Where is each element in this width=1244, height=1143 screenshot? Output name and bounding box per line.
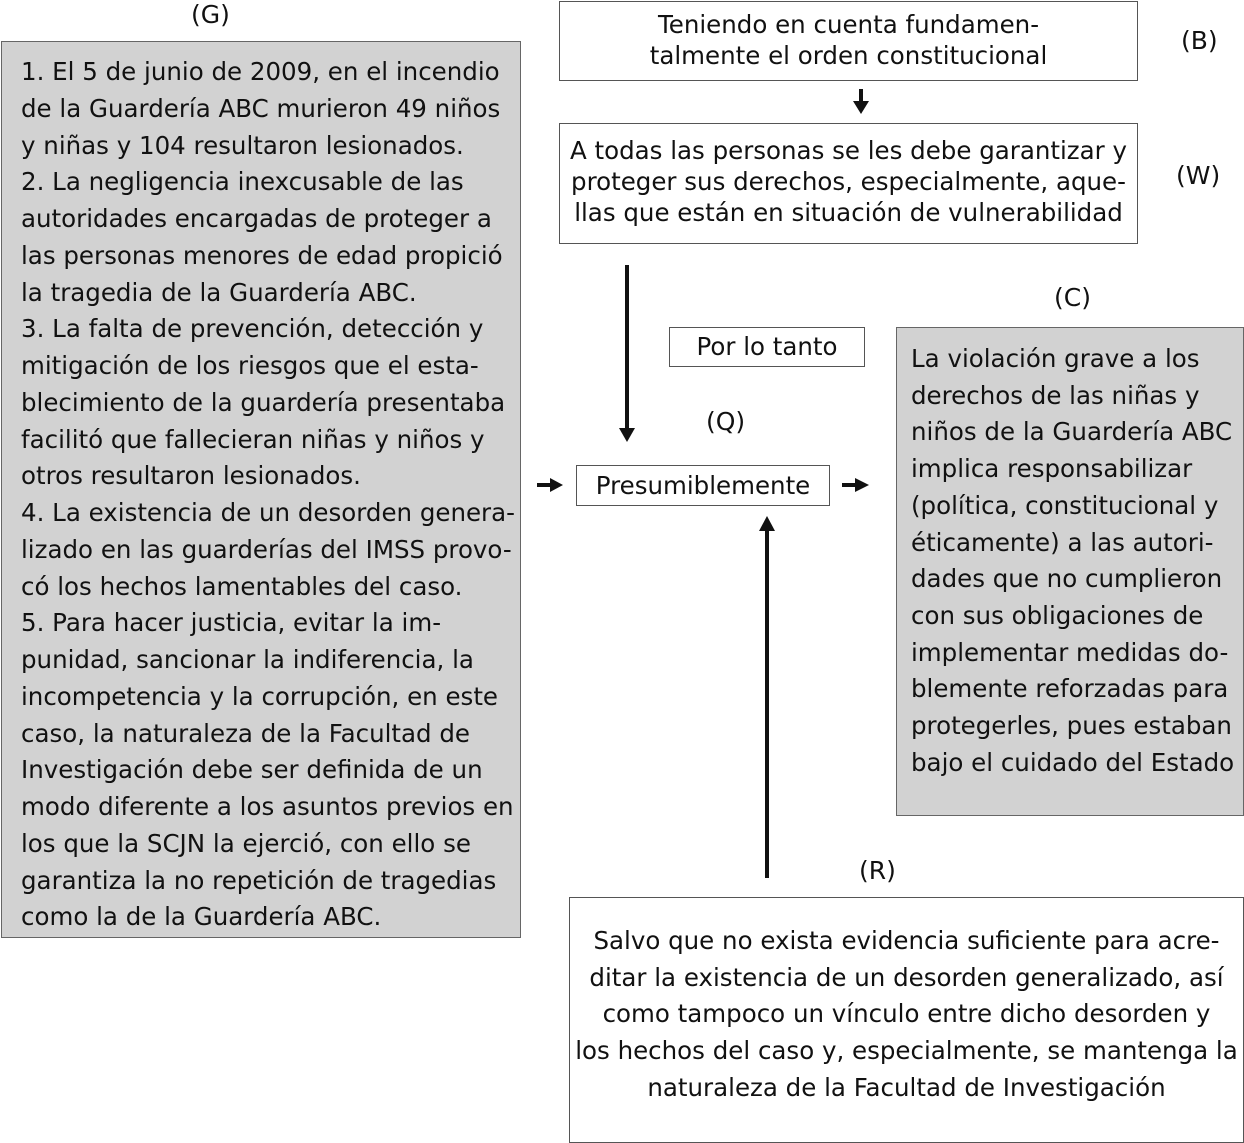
grounds-line: Investigación debe ser definida de un (21, 755, 483, 785)
grounds-line: modo diferente a los asuntos previos en (21, 792, 514, 821)
arrow-w-to-q (619, 265, 635, 442)
rebuttal-line: como tampoco un vínculo entre dicho desorden y (602, 999, 1211, 1029)
grounds-line: otros resultaron lesionados. (21, 461, 361, 491)
warrant-line: A todas las personas se les debe garantizar y (569, 136, 1128, 165)
label-w: (W) (1176, 161, 1221, 190)
claim-line: niños de la Guardería ABC (911, 417, 1233, 447)
grounds-line: 3. La falta de prevención, detección y (21, 314, 484, 344)
claim-line: (política, constitucional y (911, 490, 1219, 520)
arrow-b-to-w (853, 89, 869, 114)
label-q: (Q) (706, 407, 746, 436)
claim-line: dades que no cumplieron (911, 564, 1223, 594)
rebuttal-line: los hechos del caso y, especialmente, se mantenga la (575, 1036, 1238, 1066)
grounds-line: los que la SCJN la ejerció, con ello se (21, 828, 471, 858)
grounds-line: autoridades encargadas de proteger a (21, 204, 492, 233)
grounds-line: garantiza la no repetición de tragedias (21, 865, 497, 895)
grounds-line: las personas menores de edad propició (21, 240, 503, 270)
rebuttal-line: naturaleza de la Facultad de Investigación (647, 1072, 1166, 1102)
arrow-g-to-q (537, 478, 563, 492)
claim-line: derechos de las niñas y (911, 380, 1200, 410)
grounds-line: y niñas y 104 resultaron lesionados. (21, 130, 464, 160)
backing-line: Teniendo en cuenta fundamen- (657, 10, 1040, 39)
warrant-line: llas que están en situación de vulnerabilidad (574, 198, 1123, 227)
rebuttal-line: ditar la existencia de un desorden generalizado, así (589, 962, 1224, 992)
grounds-line: 1. El 5 de junio de 2009, en el incendio (21, 57, 500, 86)
grounds-line: có los hechos lamentables del caso. (21, 571, 463, 601)
grounds-line: de la Guardería ABC murieron 49 niños (21, 93, 501, 123)
grounds-line: mitigación de los riesgos que el esta- (21, 351, 479, 380)
claim-line: con sus obligaciones de (911, 600, 1204, 630)
therefore-box: Por lo tanto (669, 327, 865, 367)
qualifier-box: Presumiblemente (576, 465, 830, 506)
claim-line: protegerles, pues estaban (911, 711, 1232, 741)
claim-line: implica responsabilizar (911, 454, 1193, 484)
claim-line: éticamente) a las autori- (911, 527, 1214, 557)
grounds-line: punidad, sancionar la indiferencia, la (21, 645, 474, 674)
grounds-line: incompetencia y la corrupción, en este (21, 681, 498, 711)
grounds-line: caso, la naturaleza de la Facultad de (21, 718, 470, 748)
label-c: (C) (1054, 283, 1091, 312)
grounds-line: 4. La existencia de un desorden genera- (21, 498, 515, 527)
claim-line: implementar medidas do- (911, 637, 1229, 667)
rebuttal-line: Salvo que no exista evidencia suficiente para acre- (593, 926, 1220, 955)
grounds-line: como la de la Guardería ABC. (21, 902, 382, 932)
grounds-line: blecimiento de la guardería presentaba (21, 387, 506, 417)
arrow-q-to-c (842, 478, 869, 492)
label-g: (G) (191, 0, 230, 29)
backing-line: talmente el orden constitucional (649, 41, 1048, 70)
arrow-r-to-q (759, 516, 775, 878)
claim-line: bajo el cuidado del Estado (911, 747, 1235, 777)
claim-line: blemente reforzadas para (911, 674, 1229, 704)
grounds-line: facilitó que fallecieran niñas y niños y (21, 424, 485, 454)
grounds-line: 5. Para hacer justicia, evitar la im- (21, 608, 442, 638)
claim-line: La violación grave a los (911, 344, 1200, 373)
label-r: (R) (859, 856, 896, 885)
grounds-line: lizado en las guarderías del IMSS provo- (21, 534, 512, 564)
grounds-line: la tragedia de la Guardería ABC. (21, 277, 417, 307)
label-b: (B) (1181, 26, 1218, 55)
warrant-line: proteger sus derechos, especialmente, aque- (571, 167, 1126, 196)
grounds-line: 2. La negligencia inexcusable de las (21, 167, 464, 197)
